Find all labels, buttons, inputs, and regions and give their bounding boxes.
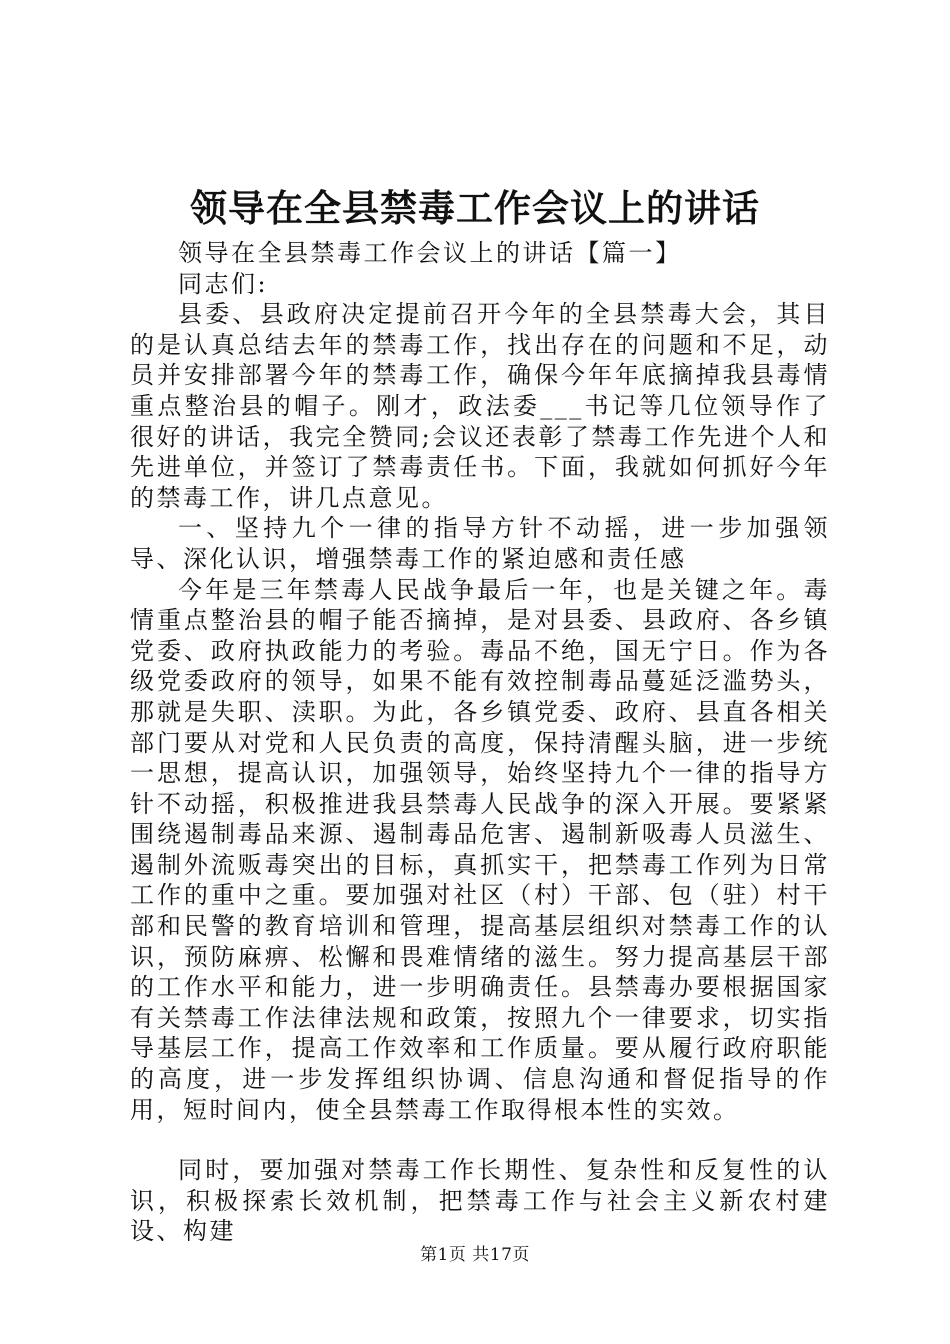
paragraph: 同时，要加强对禁毒工作长期性、复杂性和反复性的认识，积极探索长效机制，把禁毒工作与社会主义新农村建设、构建 [130, 1156, 830, 1246]
document-body [130, 238, 830, 1247]
paragraph-heading: 一、坚持九个一律的指导方针不动摇，进一步加强领导、深化认识，增强禁毒工作的紧迫感和责任感 [130, 514, 830, 573]
paragraph: 县委、县政府决定提前召开今年的全县禁毒大会，其目的是认真总结去年的禁毒工作，找出存在的问题和不足，动员并安排部署今年的禁毒工作，确保今年年底摘掉我县毒情重点整治县的帽子。刚才，政法委___书记等几位领导作了很好的讲话，我完全赞同;会议还表彰了禁毒工作先进个人和先进单位，并签订了禁毒责任书。下面，我就如何抓好今年的禁毒工作，讲几点意见。 [130, 300, 830, 512]
document-title: 领导在全县禁毒工作会议上的讲话 [190, 186, 760, 230]
salutation: 同志们: [178, 269, 269, 298]
paragraph: 今年是三年禁毒人民战争最后一年，也是关键之年。毒情重点整治县的帽子能否摘掉，是对县委、县政府、各乡镇党委、政府执政能力的考验。毒品不绝，国无宁日。作为各级党委政府的领导，如果不能有效控制毒品蔓延泛滥势头，那就是失职、渎职。为此，各乡镇党委、政府、县直各相关部门要从对党和人民负责的高度，保持清醒头脑，进一步统一思想，提高认识，加强领导，始终坚持九个一律的指导方针不动摇，积极推进我县禁毒人民战争的深入开展。要紧紧围绕遏制毒品来源、遏制毒品危害、遏制新吸毒人员滋生、遏制外流贩毒突出的目标，真抓实干，把禁毒工作列为日常工作的重中之重。要加强对社区（村）干部、包（驻）村干部和民警的教育培训和管理，提高基层组织对禁毒工作的认识，预防麻痹、松懈和畏难情绪的滋生。努力提高基层干部的工作水平和能力，进一步明确责任。县禁毒办要根据国家有关禁毒工作法律法规和政策，按照九个一律要求，切实指导基层工作，提高工作效率和工作质量。要从履行政府职能的高度，进一步发挥组织协调、信息沟通和督促指导的作用，短时间内，使全县禁毒工作取得根本性的实效。 [130, 575, 830, 1124]
section-heading: 领导在全县禁毒工作会议上的讲话【篇一】 [178, 239, 682, 267]
page-number-footer: 第1页 共17页 [420, 1245, 530, 1265]
